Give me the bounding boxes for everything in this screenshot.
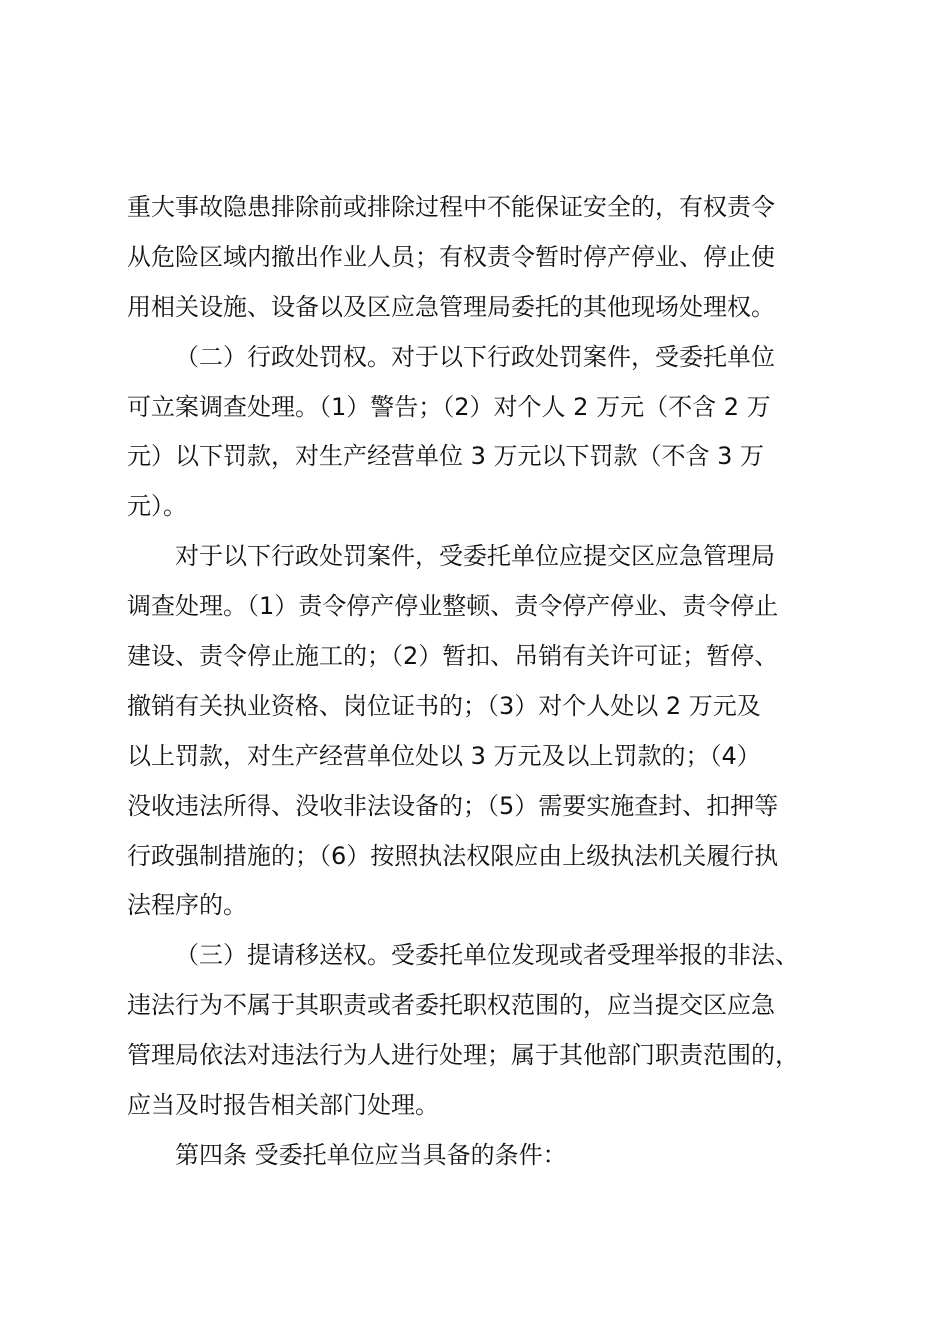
text-line: 没收违法所得、没收非法设备的；（5）需要实施查封、扣押等	[127, 791, 779, 820]
text-line: 可立案调查处理。（1）警告；（2）对个人 2 万元（不含 2 万	[127, 392, 771, 421]
document-body	[127, 183, 839, 1181]
text-line: 第四条 受委托单位应当具备的条件：	[175, 1140, 567, 1169]
text-line: 建设、责令停止施工的；（2）暂扣、吊销有关许可证；暂停、	[127, 642, 779, 671]
text-line: 以上罚款，对生产经营单位处以 3 万元及以上罚款的；（4）	[127, 741, 761, 770]
text-line: 应当及时报告相关部门处理。	[127, 1091, 439, 1120]
text-line: 用相关设施、设备以及区应急管理局委托的其他现场处理权。	[127, 292, 775, 321]
text-line: 调查处理。（1）责令停产停业整顿、责令停产停业、责令停止	[127, 592, 779, 621]
text-line: 法程序的。	[127, 891, 247, 920]
text-line: 从危险区域内撤出作业人员；有权责令暂时停产停业、停止使	[127, 242, 775, 271]
text-line: 元）以下罚款，对生产经营单位 3 万元以下罚款（不含 3 万	[127, 442, 765, 471]
text-line: （三）提请移送权。受委托单位发现或者受理举报的非法、	[175, 941, 799, 970]
text-line: （二）行政处罚权。对于以下行政处罚案件，受委托单位	[175, 342, 775, 371]
text-line: 重大事故隐患排除前或排除过程中不能保证安全的，有权责令	[127, 193, 775, 221]
text-line: 元）。	[127, 492, 187, 521]
text-line: 撤销有关执业资格、岗位证书的；（3）对个人处以 2 万元及	[127, 691, 761, 720]
text-line: 对于以下行政处罚案件，受委托单位应提交区应急管理局	[175, 542, 775, 571]
text-line: 违法行为不属于其职责或者委托职权范围的，应当提交区应急	[127, 991, 775, 1020]
text-line: 行政强制措施的；（6）按照执法权限应由上级执法机关履行执	[127, 841, 779, 870]
text-line: 管理局依法对违法行为人进行处理；属于其他部门职责范围的，	[127, 1041, 799, 1070]
